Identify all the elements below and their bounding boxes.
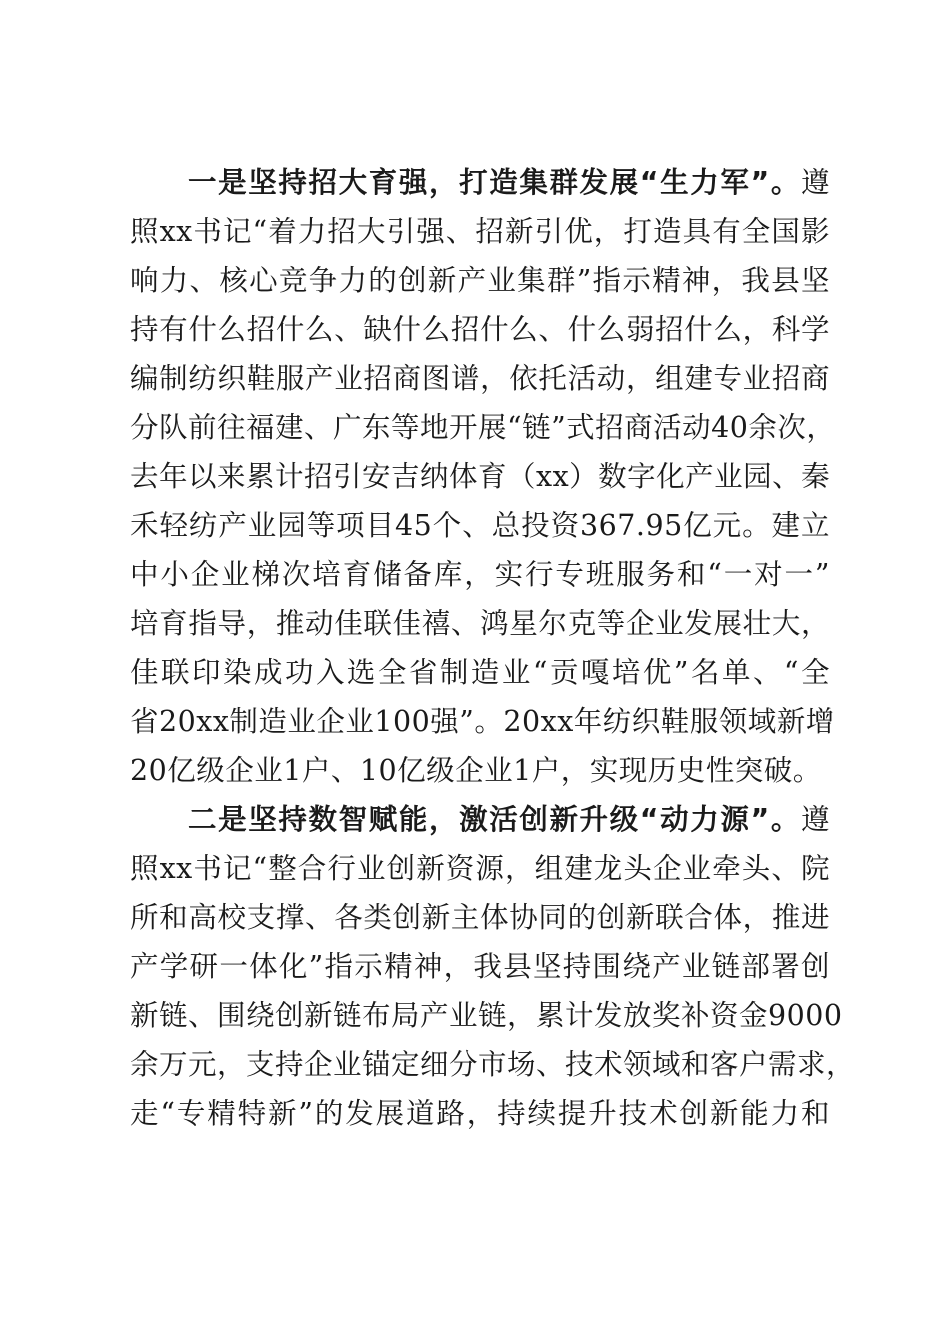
paragraph-1 <box>130 158 836 795</box>
paragraph-2 <box>130 795 856 1138</box>
paragraph-2-first-line <box>130 795 830 844</box>
paragraph-1-line-6: 分队前往福建、广东等地开展“链”式招商活动40余次， <box>130 411 836 444</box>
paragraph-2-line-7: 走“专精特新”的发展道路，持续提升技术创新能力和 <box>130 1097 830 1130</box>
paragraph-1-line-2: 照xx书记“着力招大引强、招新引优，打造具有全国影 <box>130 215 830 248</box>
paragraph-1-line-11: 佳联印染成功入选全省制造业“贡嘎培优”名单、“全 <box>130 656 830 689</box>
paragraph-1-line-12: 省20xx制造业企业100强”。20xx年纺织鞋服领域新增 <box>130 705 835 738</box>
paragraph-1-first-line <box>130 158 830 207</box>
paragraph-1-line-1: 遵 <box>800 166 830 199</box>
paragraph-2-line-5: 新链、围绕创新链布局产业链，累计发放奖补资金9000 <box>130 999 843 1032</box>
paragraph-1-line-3: 响力、核心竞争力的创新产业集群”指示精神，我县坚 <box>130 264 830 297</box>
paragraph-1-line-13: 20亿级企业1户、10亿级企业1户，实现历史性突破。 <box>130 754 822 787</box>
paragraph-1-heading: 一是坚持招大育强，打造集群发展“生力军”。 <box>188 166 801 199</box>
paragraph-2-line-4: 产学研一体化”指示精神，我县坚持围绕产业链部署创 <box>130 950 830 983</box>
paragraph-1-line-9: 中小企业梯次培育储备库，实行专班服务和“一对一” <box>130 558 830 591</box>
paragraph-1-line-4: 持有什么招什么、缺什么招什么、什么弱招什么，科学 <box>130 313 830 346</box>
paragraph-2-heading: 二是坚持数智赋能，激活创新升级“动力源”。 <box>188 803 801 836</box>
paragraph-2-line-3: 所和高校支撑、各类创新主体协同的创新联合体，推进 <box>130 901 830 934</box>
paragraph-2-line-6: 余万元，支持企业锚定细分市场、技术领域和客户需求， <box>130 1048 856 1081</box>
paragraph-1-line-7: 去年以来累计招引安吉纳体育（xx）数字化产业园、秦 <box>130 460 831 493</box>
document-body <box>130 158 856 1138</box>
paragraph-2-line-2: 照xx书记“整合行业创新资源，组建龙头企业牵头、院 <box>130 852 830 885</box>
paragraph-2-line-1: 遵 <box>800 803 830 836</box>
paragraph-1-line-8: 禾轻纺产业园等项目45个、总投资367.95亿元。建立 <box>130 509 830 542</box>
paragraph-1-line-10: 培育指导，推动佳联佳禧、鸿星尔克等企业发展壮大， <box>130 607 830 640</box>
paragraph-1-line-5: 编制纺织鞋服产业招商图谱，依托活动，组建专业招商 <box>130 362 830 395</box>
